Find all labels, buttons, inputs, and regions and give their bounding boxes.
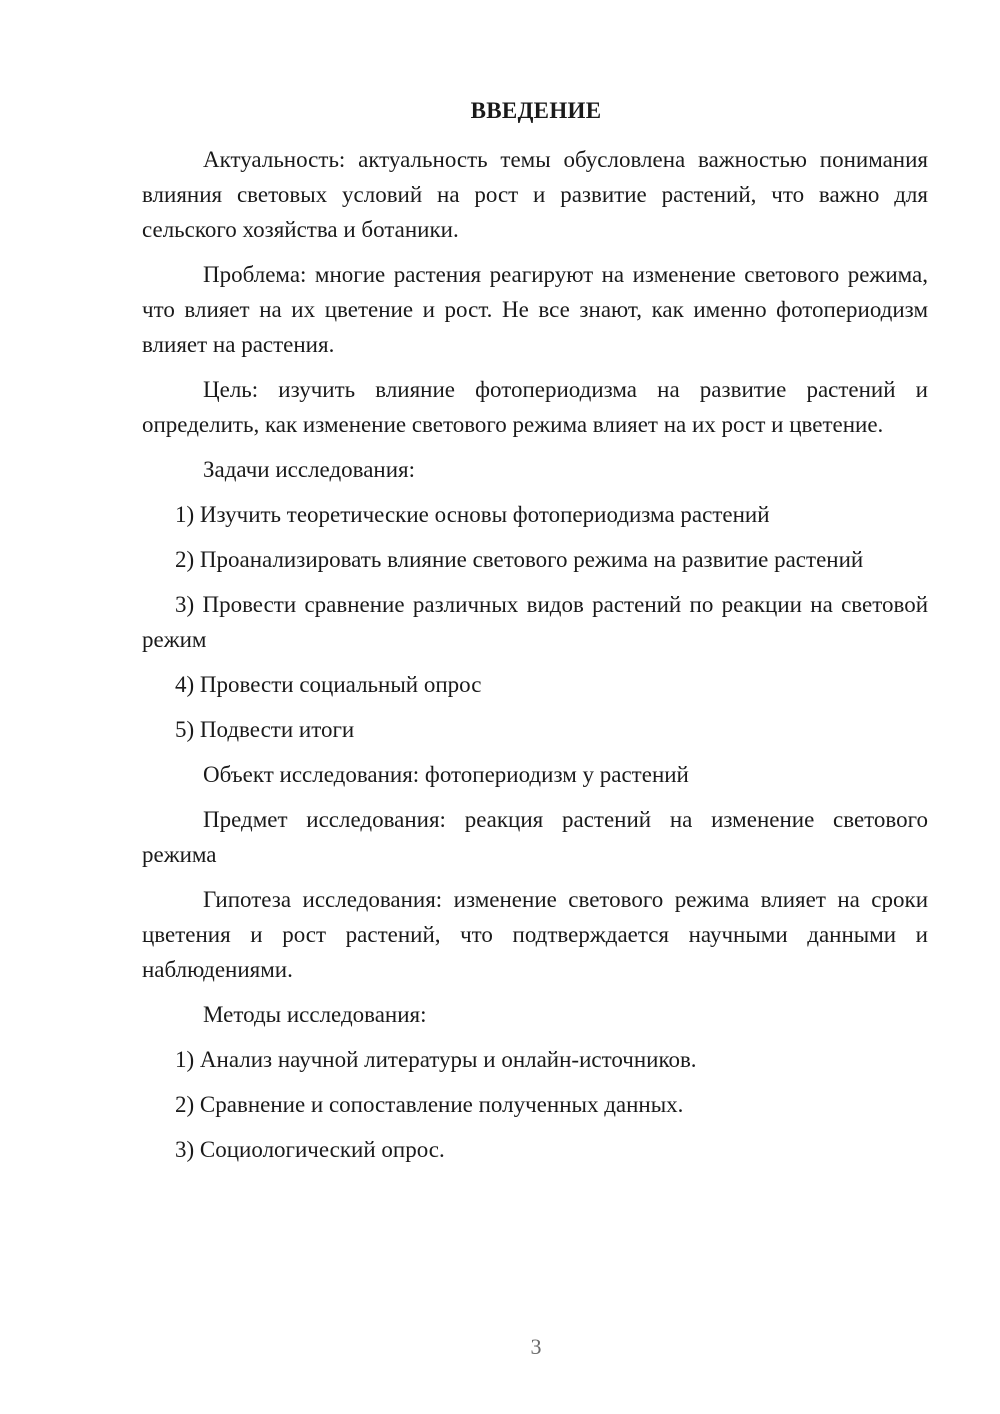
task-item: 2) Проанализировать влияние светового режима на развитие растений bbox=[175, 547, 864, 572]
relevance-paragraph: Актуальность: актуальность темы обусловлена важностью понимания влияния световых условий на рост и развитие растений, что важно для сельского хозяйства и ботаники. bbox=[142, 147, 928, 242]
page-number: 3 bbox=[530, 1334, 542, 1359]
subject-paragraph: Предмет исследования: реакция растений на изменение светового режима bbox=[142, 807, 928, 867]
task-item: 1) Изучить теоретические основы фотопериодизма растений bbox=[175, 502, 770, 527]
method-item: 3) Социологический опрос. bbox=[175, 1137, 445, 1162]
task-item: 5) Подвести итоги bbox=[175, 717, 355, 742]
tasks-heading: Задачи исследования: bbox=[203, 457, 416, 482]
method-item: 1) Анализ научной литературы и онлайн-источников. bbox=[175, 1047, 697, 1072]
task-item: 4) Провести социальный опрос bbox=[175, 672, 482, 697]
page-body bbox=[142, 142, 928, 1177]
task-item: 3) Провести сравнение различных видов растений по реакции на световой режим bbox=[142, 592, 928, 652]
problem-paragraph: Проблема: многие растения реагируют на изменение светового режима, что влияет на их цветение и рост. Не все знают, как именно фотопериодизм влияет на растения. bbox=[142, 262, 928, 357]
hypothesis-paragraph: Гипотеза исследования: изменение светового режима влияет на сроки цветения и рост растений, что подтверждается научными данными и наблюдениями. bbox=[142, 887, 928, 982]
page-title: ВВЕДЕНИЕ bbox=[470, 98, 602, 123]
goal-paragraph: Цель: изучить влияние фотопериодизма на развитие растений и определить, как изменение светового режима влияет на их рост и цветение. bbox=[142, 377, 928, 437]
method-item: 2) Сравнение и сопоставление полученных данных. bbox=[175, 1092, 684, 1117]
object-paragraph: Объект исследования: фотопериодизм у растений bbox=[203, 762, 689, 787]
methods-heading: Методы исследования: bbox=[203, 1002, 427, 1027]
